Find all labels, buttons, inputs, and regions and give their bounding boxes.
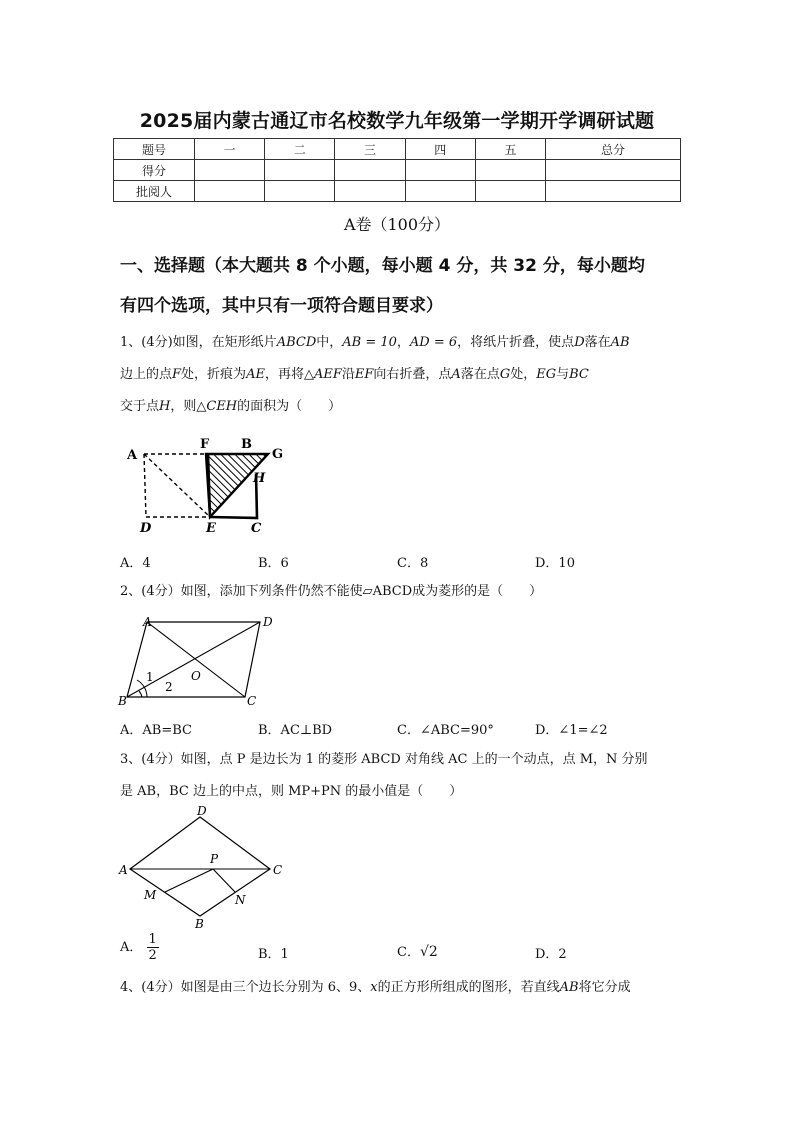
q1-option-d[interactable]: D．10: [535, 556, 575, 571]
fraction-numerator: 1: [148, 932, 157, 947]
text: 将它分成: [578, 980, 631, 995]
text: 沿: [341, 367, 355, 382]
text: 中，: [316, 335, 343, 350]
figure-1-folded-rectangle: [120, 432, 300, 542]
math-text: ABCD: [276, 335, 317, 350]
score-input-cell[interactable]: [335, 160, 405, 181]
q2-option-c[interactable]: C．∠ABC=90°: [397, 723, 494, 738]
text: 边上的点: [120, 367, 173, 382]
question-1-line: [120, 327, 685, 359]
math-text: AB: [610, 335, 630, 350]
q2-option-b[interactable]: B．AC⊥BD: [258, 723, 333, 738]
label-h: H: [253, 471, 266, 486]
q1-option-a[interactable]: A．4: [120, 556, 151, 571]
label-n: N: [235, 893, 246, 907]
score-input-cell[interactable]: [335, 181, 405, 202]
text: 处，: [510, 367, 537, 382]
score-input-cell[interactable]: [265, 181, 335, 202]
label-c: C: [251, 521, 262, 536]
label-b: B: [195, 917, 204, 931]
edge-ad: [144, 454, 146, 517]
score-table: [113, 138, 681, 202]
score-table-cell: 四: [405, 139, 475, 160]
math-text: AE: [246, 367, 265, 382]
text: 4、(4分）如图是由三个边长分别为 6、9、: [120, 980, 371, 995]
question-3-line: 3、(4分）如图，点 P 是边长为 1 的菱形 ABCD 对角线 AC 上的一个动点，点 M，N 分别: [120, 752, 648, 767]
score-table-cell: 一: [195, 139, 265, 160]
label-m: M: [144, 888, 157, 902]
score-input-cell[interactable]: [405, 160, 475, 181]
math-text: D: [574, 335, 585, 350]
score-table-cell: 五: [475, 139, 545, 160]
angle-1-arc: [139, 691, 142, 697]
segment-mp: [165, 869, 213, 892]
label-c: C: [247, 694, 257, 708]
score-input-cell[interactable]: [546, 181, 681, 202]
label-b: B: [241, 437, 252, 452]
text: 与: [556, 367, 570, 382]
score-input-cell[interactable]: [195, 181, 265, 202]
section-heading-line: 有四个选项，其中只有一项符合题目要求）: [120, 296, 443, 316]
fraction-denominator: 2: [148, 948, 157, 963]
score-table-row: [114, 160, 681, 181]
text: 的面积为（ ）: [237, 399, 342, 414]
question-3: [120, 744, 685, 808]
figure-3-rhombus: [115, 804, 295, 934]
label-d: D: [263, 615, 273, 629]
score-table-cell: 三: [335, 139, 405, 160]
score-table-cell: 题号: [114, 139, 195, 160]
label-g: G: [272, 447, 284, 462]
label-d: D: [197, 804, 207, 818]
text: 处，折痕为: [181, 367, 247, 382]
score-table-cell: 批阅人: [114, 181, 195, 202]
math-text: EF: [354, 367, 374, 382]
question-4: [120, 972, 685, 1004]
text: 向右折叠，点: [373, 367, 452, 382]
question-1: [120, 327, 685, 423]
page-title: 2025届内蒙古通辽市名校数学九年级第一学期开学调研试题: [139, 110, 655, 132]
text: ，再将: [264, 367, 304, 382]
score-input-cell[interactable]: [405, 181, 475, 202]
option-label: C．: [397, 945, 420, 960]
q2-option-a[interactable]: A．AB=BC: [120, 723, 192, 738]
text: 落在: [584, 335, 611, 350]
score-table-cell: 二: [265, 139, 335, 160]
section-heading: [120, 246, 680, 326]
text: 落在点: [460, 367, 500, 382]
score-table-cell: 总分: [546, 139, 681, 160]
q2-option-d[interactable]: D．∠1=∠2: [535, 723, 608, 738]
figure-2-parallelogram: [115, 610, 285, 710]
q1-option-c[interactable]: C．8: [397, 556, 429, 571]
label-angle-1: 1: [146, 670, 154, 684]
math-text: A: [451, 367, 461, 382]
label-angle-2: 2: [165, 680, 173, 694]
volume-heading: A卷（100分）: [343, 215, 451, 234]
text: 1、(4分)如图，在矩形纸片: [120, 335, 277, 350]
text: 的正方形所组成的图形，若直线: [377, 980, 560, 995]
label-e: E: [206, 521, 216, 536]
text: ，则: [170, 399, 197, 414]
fraction: [147, 932, 159, 963]
math-text: EG: [536, 367, 557, 382]
question-2: [120, 576, 685, 608]
math-text: BC: [569, 367, 589, 382]
label-f: F: [200, 437, 210, 452]
score-input-cell[interactable]: [546, 160, 681, 181]
q3-option-b[interactable]: B．1: [258, 947, 289, 962]
math-text: △CEH: [196, 399, 238, 414]
math-text: △AEF: [303, 367, 342, 382]
text: 交于点: [120, 399, 160, 414]
label-a: A: [127, 448, 138, 463]
score-input-cell[interactable]: [265, 160, 335, 181]
label-c: C: [273, 863, 283, 877]
label-a: A: [119, 863, 128, 877]
math-text: G: [499, 367, 511, 382]
score-table-cell: 得分: [114, 160, 195, 181]
label-o: O: [191, 669, 201, 683]
sqrt-expression: √2: [419, 944, 438, 960]
score-table-row: [114, 181, 681, 202]
option-label: A．: [120, 940, 143, 955]
label-d: D: [140, 521, 152, 536]
q3-option-d[interactable]: D．2: [535, 947, 567, 962]
label-a: A: [143, 615, 152, 629]
text: ，: [396, 335, 410, 350]
text: ，将纸片折叠，使点: [457, 335, 575, 350]
score-table-header-row: [114, 139, 681, 160]
score-input-cell[interactable]: [195, 160, 265, 181]
label-b: B: [118, 694, 127, 708]
segment-pn: [213, 869, 235, 892]
q3-option-a[interactable]: [120, 932, 159, 963]
math-text: AD = 6: [409, 335, 458, 350]
question-1-line: [120, 391, 685, 423]
score-input-cell[interactable]: [475, 160, 545, 181]
crease-ae: [144, 454, 210, 517]
question-2-line: 2、(4分）如图，添加下列条件仍然不能使▱ABCD成为菱形的是（ ）: [120, 584, 543, 599]
section-heading-line: 一、选择题（本大题共 8 个小题，每小题 4 分，共 32 分，每小题均: [120, 256, 645, 276]
diagonal-ac: [147, 622, 245, 697]
math-text: H: [159, 399, 171, 414]
math-text: F: [172, 367, 182, 382]
q1-option-b[interactable]: B．6: [258, 556, 289, 571]
label-p: P: [210, 852, 219, 866]
question-1-line: [120, 359, 685, 391]
q3-option-c[interactable]: [397, 941, 438, 960]
question-4-line: [120, 972, 685, 1004]
score-input-cell[interactable]: [475, 181, 545, 202]
question-3-line: 是 AB，BC 边上的中点，则 MP+PN 的最小值是（ ）: [120, 784, 463, 799]
math-text: AB = 10: [342, 335, 397, 350]
math-text: x: [370, 980, 378, 995]
diagonal-bd: [127, 622, 260, 697]
math-text: AB: [559, 980, 579, 995]
